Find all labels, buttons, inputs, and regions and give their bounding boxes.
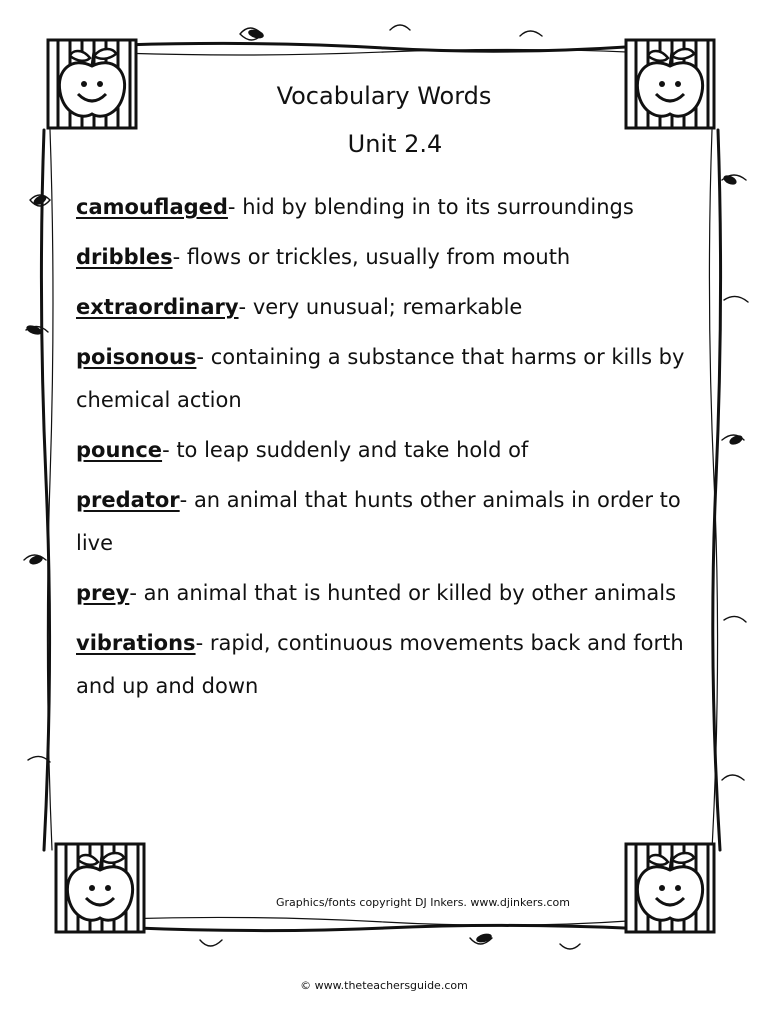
- vocab-word: dribbles: [76, 245, 173, 269]
- vocab-definition: hid by blending in to its surroundings: [242, 195, 634, 219]
- vocab-definition: an animal that is hunted or killed by other animals: [143, 581, 677, 605]
- vocab-definition: flows or trickles, usually from mouth: [186, 245, 571, 269]
- vocab-word: pounce: [76, 438, 163, 462]
- unit-label: Unit 2.4: [347, 130, 443, 158]
- vocab-word: prey: [76, 581, 130, 605]
- corner-apple-bottom-left-icon: [52, 840, 148, 936]
- vocab-item-poisonous: [76, 336, 696, 422]
- vocab-word: extraordinary: [76, 295, 239, 319]
- vocab-definition: containing a substance that harms or kills by chemical action: [76, 345, 685, 412]
- vocab-word: vibrations: [76, 631, 196, 655]
- corner-apple-bottom-right-icon: [622, 840, 718, 936]
- vocab-word: poisonous: [76, 345, 197, 369]
- copyright-footer: © www.theteachersguide.com: [300, 979, 468, 992]
- vocab-separator: -: [227, 195, 243, 219]
- graphics-credit: Graphics/fonts copyright DJ Inkers. www.djinkers.com: [276, 896, 570, 909]
- vocab-definition: very unusual; remarkable: [252, 295, 523, 319]
- vocab-item-pounce: [76, 429, 696, 472]
- vocab-item-vibrations: [76, 622, 696, 708]
- vocab-separator: -: [196, 345, 211, 369]
- vocab-definition: to leap suddenly and take hold of: [176, 438, 529, 462]
- vocab-separator: -: [162, 438, 177, 462]
- vocab-definition: rapid, continuous movements back and forth and up and down: [76, 631, 684, 698]
- vocab-separator: -: [129, 581, 144, 605]
- vocab-separator: -: [172, 245, 187, 269]
- vocab-item-predator: [76, 479, 696, 565]
- vocab-item-prey: [76, 572, 696, 615]
- vocab-item-dribbles: [76, 236, 696, 279]
- vocab-item-extraordinary: [76, 286, 696, 329]
- vocab-separator: -: [179, 488, 194, 512]
- vocab-separator: -: [238, 295, 253, 319]
- vocab-separator: -: [195, 631, 210, 655]
- vocab-definition: an animal that hunts other animals in order to live: [76, 488, 681, 555]
- vocab-item-camouflaged: [76, 186, 696, 229]
- vocabulary-list: [76, 186, 696, 715]
- page-title: Vocabulary Words: [276, 82, 492, 110]
- vocab-word: camouflaged: [76, 195, 228, 219]
- vocab-word: predator: [76, 488, 180, 512]
